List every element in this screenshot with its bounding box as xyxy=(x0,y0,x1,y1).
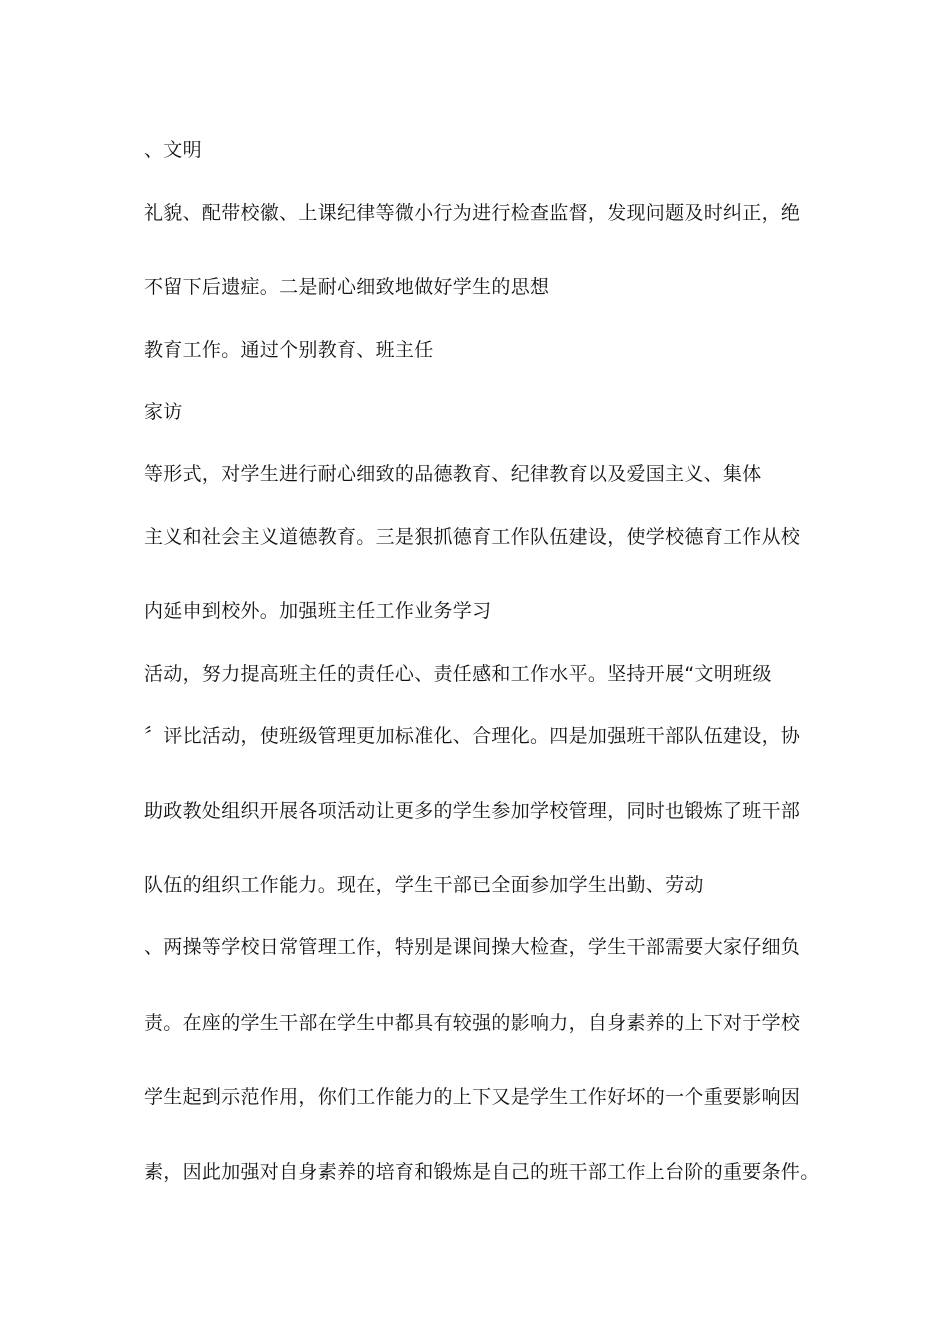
text-line: 内延申到校外。加强班主任工作业务学习 xyxy=(144,600,492,622)
text-line: 、两操等学校日常管理工作，特别是课间操大检查，学生干部需要大家仔细负 xyxy=(144,936,801,958)
text-line: 素，因此加强对自身素养的培育和锻炼是自己的班干部工作上台阶的重要条件。 xyxy=(144,1161,820,1183)
text-line: 礼貌、配带校徽、上课纪律等微小行为进行检查监督，发现问题及时纠正，绝 xyxy=(144,202,801,224)
text-line: 不留下后遗症。二是耐心细致地做好学生的思想 xyxy=(144,276,550,298)
text-line: 活动，努力提高班主任的责任心、责任感和工作水平。坚持开展“文明班级 xyxy=(144,663,772,685)
text-line: 责。在座的学生干部在学生中都具有较强的影响力，自身素养的上下对于学校 xyxy=(144,1012,801,1034)
text-line: 家访 xyxy=(144,401,183,423)
text-line: 主义和社会主义道德教育。三是狠抓德育工作队伍建设，使学校德育工作从校 xyxy=(144,526,801,548)
text-line: 队伍的组织工作能力。现在，学生干部已全面参加学生出勤、劳动 xyxy=(144,874,704,896)
text-line: 〞评比活动，使班级管理更加标准化、合理化。四是加强班干部队伍建设，协 xyxy=(144,725,801,747)
text-line: 等形式，对学生进行耐心细致的品德教育、纪律教育以及爱国主义、集体 xyxy=(144,463,762,485)
text-line: 、文明 xyxy=(144,139,202,161)
text-line: 助政教处组织开展各项活动让更多的学生参加学校管理，同时也锻炼了班干部 xyxy=(144,800,801,822)
text-line: 教育工作。通过个别教育、班主任 xyxy=(144,339,434,361)
text-line: 学生起到示范作用，你们工作能力的上下又是学生工作好坏的一个重要影响因 xyxy=(144,1086,801,1108)
